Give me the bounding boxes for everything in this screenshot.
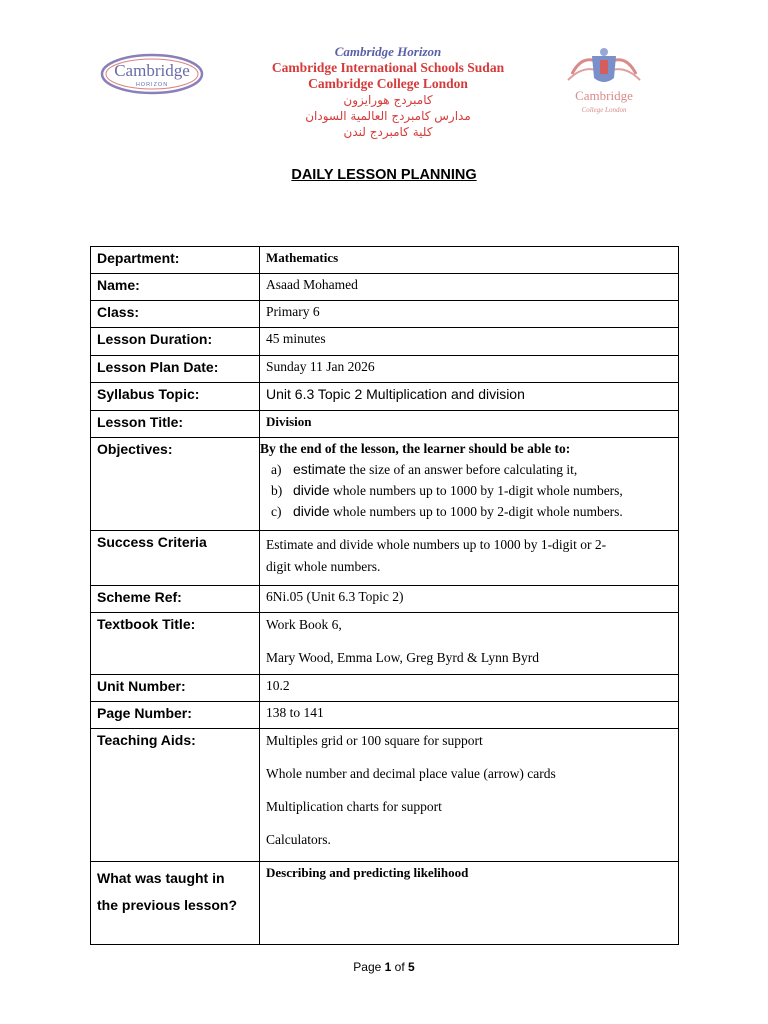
class-label: Class: <box>91 301 260 328</box>
objective-verb: divide <box>293 482 330 498</box>
previous-label-line-1: What was taught in <box>97 870 225 886</box>
left-logo-sub: HORIZON <box>135 82 169 88</box>
list-marker: b) <box>271 483 283 498</box>
table-row <box>91 247 679 274</box>
lesson-title-label: Lesson Title: <box>91 411 260 438</box>
table-row <box>91 729 679 862</box>
success-cell <box>260 531 679 586</box>
school-header <box>270 44 506 140</box>
duration-label: Lesson Duration: <box>91 328 260 356</box>
right-logo-text: Cambridge <box>575 88 633 103</box>
scheme-label: Scheme Ref: <box>91 586 260 613</box>
total-pages: 5 <box>408 960 415 974</box>
textbook-line-1: Work Book 6, <box>266 617 342 632</box>
table-row <box>91 702 679 729</box>
header-arabic-3: كلية كامبردج لندن <box>343 125 433 139</box>
page-footer <box>0 960 768 974</box>
date-label: Lesson Plan Date: <box>91 356 260 383</box>
textbook-line-2: Mary Wood, Emma Low, Greg Byrd & Lynn Byrd <box>266 650 540 665</box>
name-value: Asaad Mohamed <box>260 274 679 301</box>
lesson-plan-table <box>90 246 679 945</box>
objectives-label: Objectives: <box>91 438 260 531</box>
unit-label: Unit Number: <box>91 675 260 702</box>
list-marker: c) <box>271 504 282 519</box>
cambridge-horizon-logo <box>96 48 208 100</box>
left-logo-text: Cambridge <box>114 61 190 80</box>
textbook-cell <box>260 613 679 675</box>
name-label: Name: <box>91 274 260 301</box>
table-row <box>91 862 679 945</box>
syllabus-value: Unit 6.3 Topic 2 Multiplication and division <box>260 383 679 411</box>
header-line-1: Cambridge Horizon <box>334 44 442 59</box>
success-label: Success Criteria <box>91 531 260 586</box>
objectives-intro: By the end of the lesson, the learner should be able to: <box>260 441 571 456</box>
table-row <box>91 531 679 586</box>
table-row <box>91 411 679 438</box>
table-row <box>91 675 679 702</box>
duration-value: 45 minutes <box>260 328 679 356</box>
objective-text: whole numbers up to 1000 by 2-digit whole numbers. <box>329 504 623 519</box>
objectives-cell <box>260 438 679 531</box>
table-row <box>91 356 679 383</box>
class-value: Primary 6 <box>260 301 679 328</box>
table-row <box>91 383 679 411</box>
department-label: Department: <box>91 247 260 274</box>
syllabus-label: Syllabus Topic: <box>91 383 260 411</box>
aids-label: Teaching Aids: <box>91 729 260 862</box>
footer-prefix: Page <box>353 960 385 974</box>
previous-lesson-label <box>91 862 260 945</box>
right-logo-sub: College London <box>581 106 627 114</box>
crest-icon <box>552 44 656 90</box>
list-item <box>266 501 678 522</box>
document-title: DAILY LESSON PLANNING <box>291 167 477 183</box>
objective-text: the size of an answer before calculating it, <box>345 462 578 477</box>
header-arabic-2: مدارس كامبردج العالمية السودان <box>305 109 471 123</box>
textbook-label: Textbook Title: <box>91 613 260 675</box>
list-marker: a) <box>271 462 282 477</box>
page-label: Page Number: <box>91 702 260 729</box>
footer-of: of <box>391 960 409 974</box>
header-line-3: Cambridge College London <box>308 76 468 91</box>
lesson-title-value: Division <box>260 411 679 438</box>
page-value: 138 to 141 <box>260 702 679 729</box>
previous-lesson-value: Describing and predicting likelihood <box>260 862 679 945</box>
list-item: Multiples grid or 100 square for support <box>266 733 483 748</box>
table-row <box>91 586 679 613</box>
success-line-2: digit whole numbers. <box>266 559 381 574</box>
objective-verb: estimate <box>293 461 346 477</box>
header-arabic-1: كامبردج هورايزون <box>343 93 433 107</box>
list-item: Whole number and decimal place value (arrow) cards <box>266 766 556 781</box>
table-row <box>91 328 679 356</box>
objective-text: whole numbers up to 1000 by 1-digit whole numbers, <box>329 483 623 498</box>
scheme-value: 6Ni.05 (Unit 6.3 Topic 2) <box>260 586 679 613</box>
unit-value: 10.2 <box>260 675 679 702</box>
objectives-list <box>266 459 678 522</box>
date-value: Sunday 11 Jan 2026 <box>260 356 679 383</box>
table-row <box>91 301 679 328</box>
department-value: Mathematics <box>260 247 679 274</box>
previous-label-line-2: the previous lesson? <box>97 897 238 913</box>
cambridge-college-logo <box>552 44 656 136</box>
table-row <box>91 613 679 675</box>
current-page: 1 <box>384 960 392 974</box>
success-line-1: Estimate and divide whole numbers up to 1000 by 1-digit or 2- <box>266 537 607 552</box>
aids-cell <box>260 729 679 862</box>
objective-verb: divide <box>293 503 330 519</box>
list-item <box>266 459 678 480</box>
list-item <box>266 480 678 501</box>
table-row <box>91 438 679 531</box>
header-line-2: Cambridge International Schools Sudan <box>271 60 505 75</box>
list-item: Calculators. <box>266 832 331 847</box>
table-row <box>91 274 679 301</box>
list-item: Multiplication charts for support <box>266 799 442 814</box>
